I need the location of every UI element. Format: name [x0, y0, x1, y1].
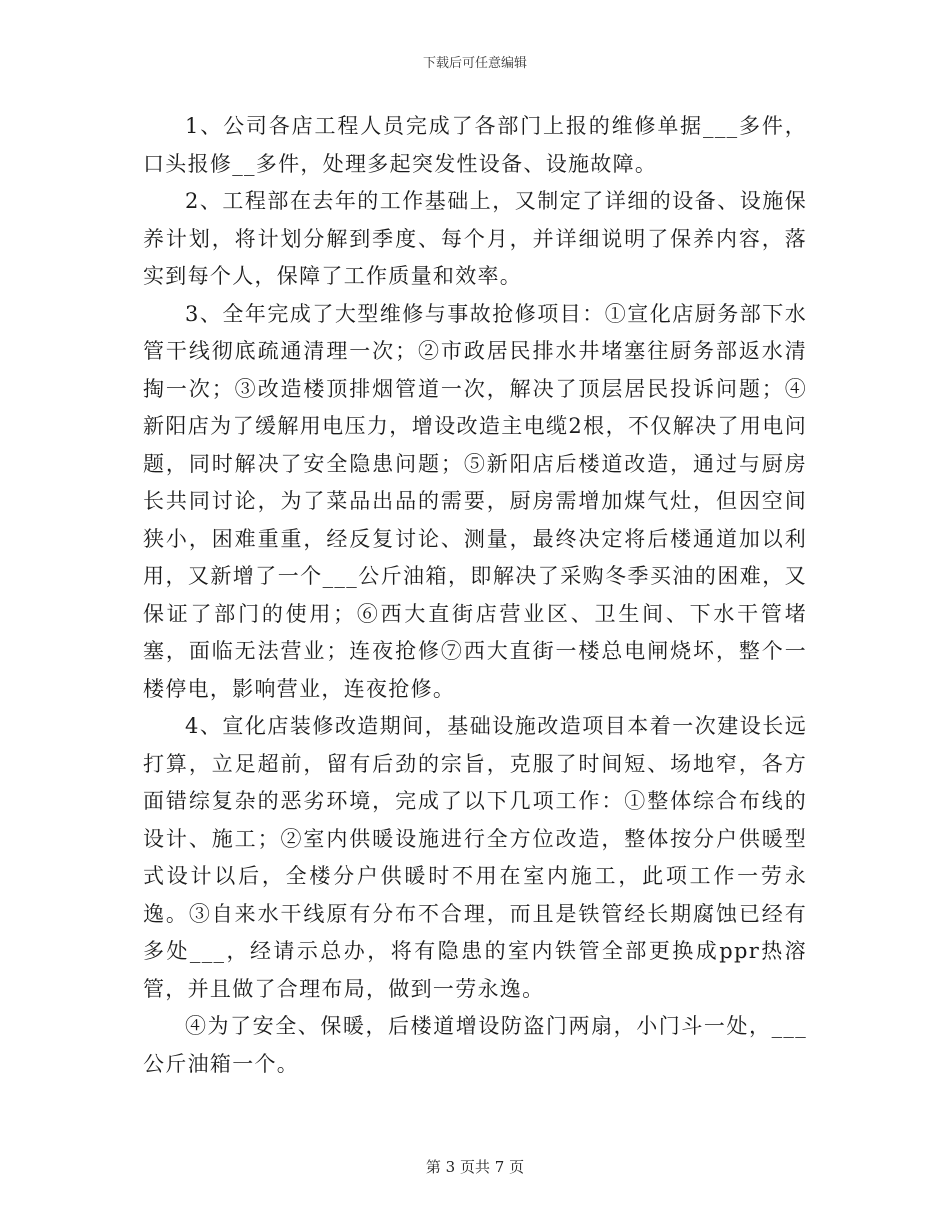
paragraph-3: 3、全年完成了大型维修与事故抢修项目：①宣化店厨务部下水管干线彻底疏通清理一次；②市政居民排水井堵塞往厨务部返水清掏一次；③改造楼顶排烟管道一次，解决了顶层居民投诉问题；④新阳店为了缓解用电压力，增设改造主电缆2根，不仅解决了用电问题，同时解决了安全隐患问题；⑤新阳店后楼道改造，通过与厨房长共同讨论，为了菜品出品的需要，厨房需增加煤气灶，但因空间狭小，困难重重，经反复讨论、测量，最终决定将后楼通道加以利用，又新增了一个___公斤油箱，即解决了采购冬季买油的困难，又保证了部门的使用；⑥西大直街店营业区、卫生间、下水干管堵塞，面临无法营业；连夜抢修⑦西大直街一楼总电闸烧坏，整个一楼停电，影响营业，连夜抢修。: [143, 301, 807, 701]
page-header: 下载后可任意编辑: [422, 56, 527, 71]
page-number: 第 3 页共 7 页: [425, 1158, 525, 1176]
paragraph-2: 2、工程部在去年的工作基础上，又制定了详细的设备、设施保养计划，将计划分解到季度、每个月，并详细说明了保养内容，落实到每个人，保障了工作质量和效率。: [143, 189, 807, 288]
paragraph-5: ④为了安全、保暖，后楼道增设防盗门两扇，小门斗一处，___公斤油箱一个。: [143, 1014, 807, 1076]
paragraph-1: 1、公司各店工程人员完成了各部门上报的维修单据___多件，口头报修__多件，处理多起突发性设备、设施故障。: [143, 114, 807, 176]
document-body: [143, 108, 807, 1083]
paragraph-4: 4、宣化店装修改造期间，基础设施改造项目本着一次建设长远打算，立足超前，留有后劲的宗旨，克服了时间短、场地窄，各方面错综复杂的恶劣环境，完成了以下几项工作：①整体综合布线的设计、施工；②室内供暖设施进行全方位改造，整体按分户供暖型式设计以后，全楼分户供暖时不用在室内施工，此项工作一劳永逸。③自来水干线原有分布不合理，而且是铁管经长期腐蚀已经有多处___，经请示总办，将有隐患的室内铁管全部更换成ppr热溶管，并且做了合理布局，做到一劳永逸。: [143, 714, 807, 1001]
